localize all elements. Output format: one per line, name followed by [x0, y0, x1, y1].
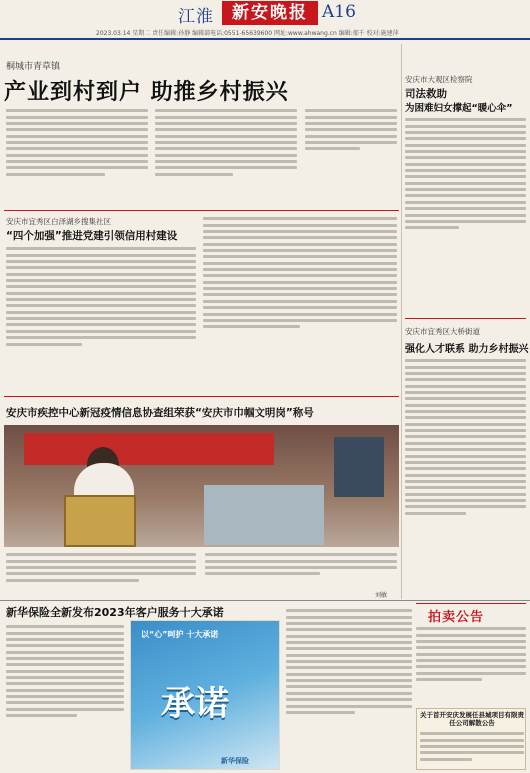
column-rule	[401, 44, 402, 599]
feature-body-col2	[205, 550, 397, 590]
story1-body-col1	[6, 106, 148, 204]
divider	[4, 210, 399, 211]
story1-headline: 产业到村到户 助推乡村振兴	[4, 80, 289, 105]
story3-headline: 司法救助	[405, 88, 447, 100]
story3-subhead: 为困难妇女撑起“暖心伞”	[405, 103, 513, 114]
ad-label: 以“心”呵护 十大承诺	[141, 630, 219, 639]
story2-body-col2	[203, 214, 397, 389]
feature-photo	[4, 425, 399, 547]
story3-body	[405, 115, 526, 280]
story1-kicker: 桐城市青草镇	[6, 62, 61, 72]
story1-body-col2	[155, 106, 297, 204]
divider	[405, 318, 526, 319]
story2-body-col1	[6, 244, 196, 394]
masthead-info: 2023.03.14 星期二 责任编辑:孙静 编辑部电话:0551-65639600 网址:www.ahwang.cn 编辑:郁千 校对:施建萍	[96, 30, 399, 37]
divider	[416, 603, 526, 604]
masthead-title: 江淮	[178, 7, 214, 27]
story4-headline: 强化人才联系 助力乡村振兴	[405, 344, 529, 355]
insurance-body-col2	[286, 606, 412, 770]
story2-headline: “四个加强”推进党建引领信用村建设	[6, 230, 178, 242]
page-number: A16	[322, 2, 356, 22]
story2-kicker: 安庆市宜秀区白泽湖乡搜集社区	[6, 217, 111, 226]
story4-kicker: 安庆市宜秀区大桥街道	[405, 327, 480, 336]
newspaper-logo: 新安晚报	[222, 1, 318, 25]
ad-footer: 新华保险	[221, 757, 249, 765]
insurance-body-col1	[6, 622, 124, 770]
dissolution-notice	[416, 708, 526, 770]
masthead-rule	[0, 38, 530, 40]
ad-word: 承诺	[161, 684, 229, 724]
auction-body	[416, 624, 526, 706]
divider	[4, 396, 399, 397]
insurance-ad	[130, 620, 280, 770]
feature-headline: 安庆市疾控中心新冠疫情信息协查组荣获“安庆市巾帼文明岗”称号	[6, 407, 314, 419]
notice-body	[420, 729, 524, 769]
feature-body-col1	[6, 550, 196, 590]
feature-byline: 刘敏	[375, 592, 388, 599]
story4-body	[405, 356, 526, 596]
insurance-headline: 新华保险全新发布2023年客户服务十大承诺	[6, 606, 224, 619]
story1-body-col3	[305, 106, 397, 166]
auction-title: 拍卖公告	[428, 610, 485, 625]
section-rule	[0, 600, 530, 601]
story3-kicker: 安庆市大观区检察院	[405, 75, 473, 84]
notice-title: 关于首开安庆发展任县城项目有限责任公司解散公告	[420, 711, 524, 727]
masthead	[0, 0, 530, 42]
